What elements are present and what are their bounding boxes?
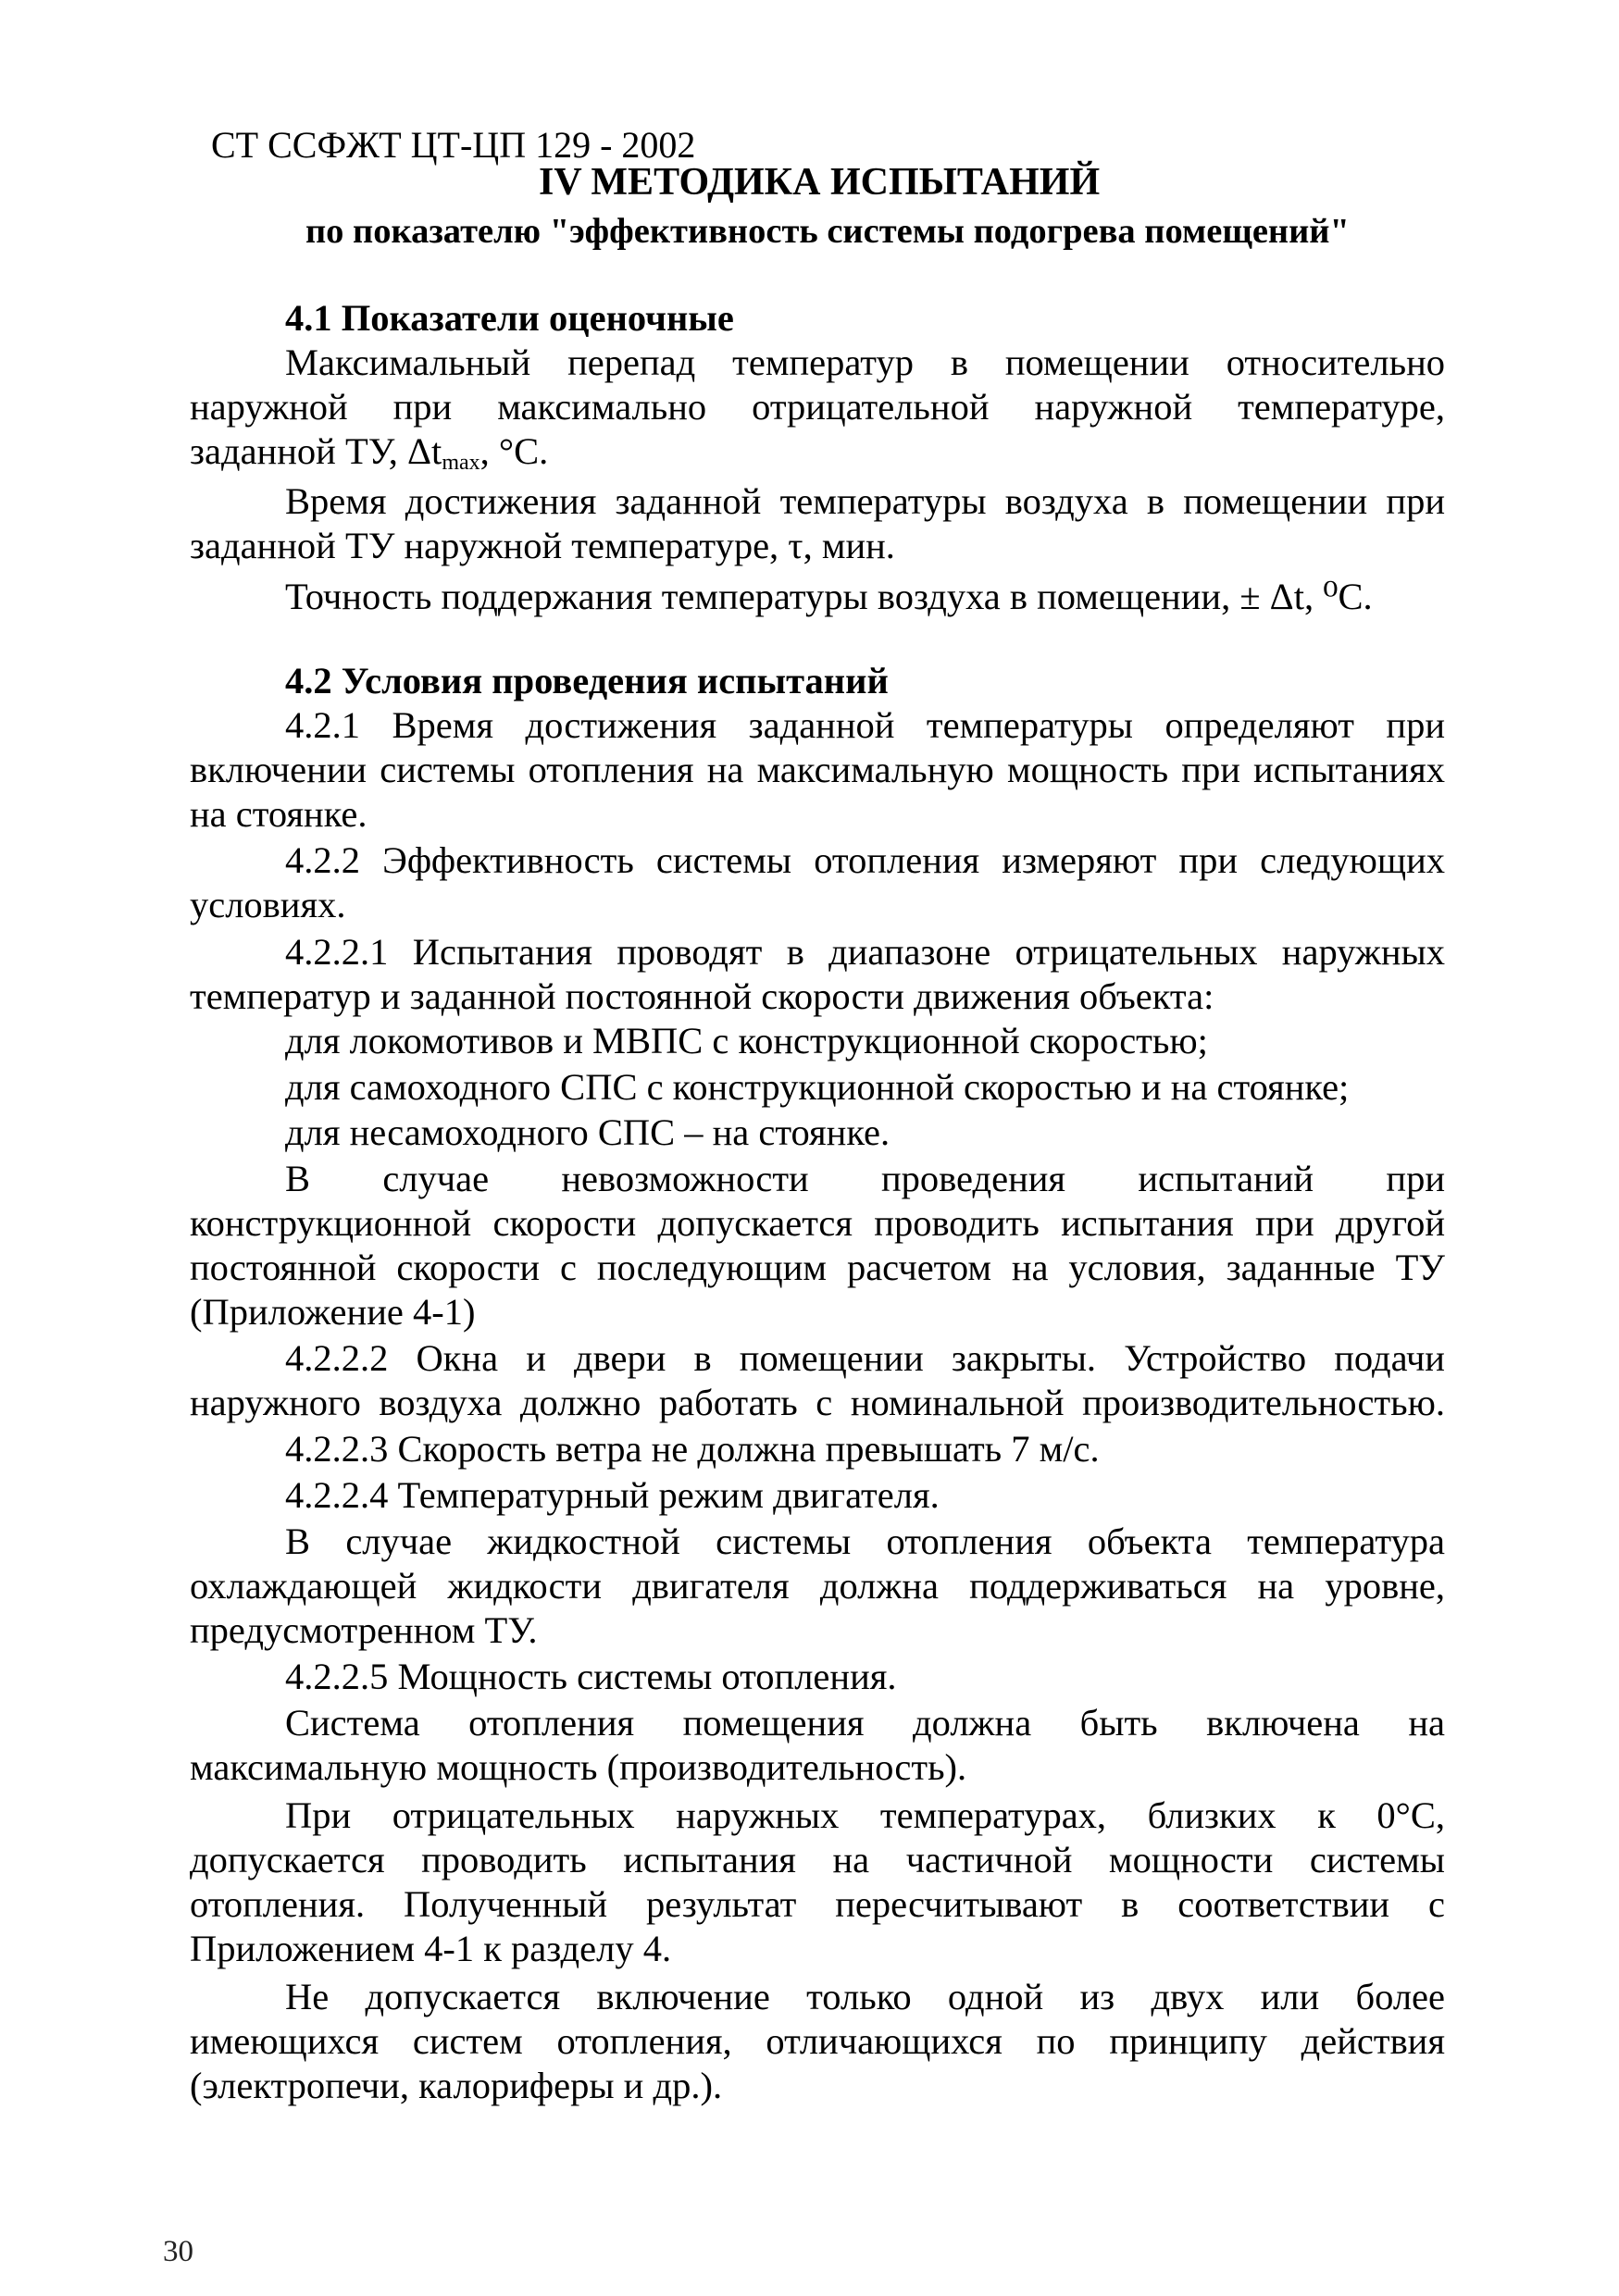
text-fragment: заданной ТУ, Δt xyxy=(190,430,442,472)
heading-4-2: 4.2 Условия проведения испытаний xyxy=(285,660,889,701)
list-item: для несамоходного СПС – на стоянке. xyxy=(285,1111,890,1153)
text-line: В случае невозможности проведения испытаний при xyxy=(285,1158,1445,1199)
list-item: для локомотивов и МВПС с конструкционной скоростью; xyxy=(285,1020,1208,1061)
text-line: условиях. xyxy=(190,884,346,925)
text-line: Приложением 4-1 к разделу 4. xyxy=(190,1928,672,1969)
section-subtitle: по показателю "эффективность системы подогрева помещений" xyxy=(305,212,1350,251)
heading-4-1: 4.1 Показатели оценочные xyxy=(285,297,734,339)
text-line: наружного воздуха должно работать с номинальной производительностью. xyxy=(190,1382,1445,1423)
text-line: Не допускается включение только одной из двух или более xyxy=(285,1976,1445,2017)
text-line: допускается проводить испытания на частичной мощности системы xyxy=(190,1839,1445,1880)
text-line: Система отопления помещения должна быть включена на xyxy=(285,1702,1445,1744)
text-line: предусмотренном ТУ. xyxy=(190,1609,538,1651)
text-line: постоянной скорости с последующим расчетом на условия, заданные ТУ xyxy=(190,1247,1445,1288)
text-line: В случае жидкостной системы отопления объекта температура xyxy=(285,1520,1445,1562)
text-line: 4.2.2.1 Испытания проводят в диапазоне отрицательных наружных xyxy=(285,931,1445,973)
text-line: 4.2.2.2 Окна и двери в помещении закрыты. Устройство подачи xyxy=(285,1337,1445,1379)
text-fragment: , °С. xyxy=(479,430,549,472)
text-line: (Приложение 4-1) xyxy=(190,1291,476,1333)
text-line: заданной ТУ наружной температуре, τ, мин. xyxy=(190,525,895,566)
text-line: включении системы отопления на максимальную мощность при испытаниях xyxy=(190,749,1445,790)
text-line: 4.2.2 Эффективность системы отопления измеряют при следующих xyxy=(285,839,1445,881)
text-line: имеющихся систем отопления, отличающихся по принципу действия xyxy=(190,2020,1445,2062)
text-line: 4.2.2.4 Температурный режим двигателя. xyxy=(285,1474,940,1516)
text-line: (электропечи, калориферы и др.). xyxy=(190,2065,723,2106)
text-line: конструкционной скорости допускается проводить испытания при другой xyxy=(190,1202,1445,1244)
text-line: Максимальный перепад температур в помещении относительно xyxy=(285,341,1445,383)
text-line: на стоянке. xyxy=(190,793,367,835)
text-line-formula xyxy=(190,429,1445,474)
section-title: IV МЕТОДИКА ИСПЫТАНИЙ xyxy=(539,161,1101,204)
text-line: охлаждающей жидкости двигателя должна поддерживаться на уровне, xyxy=(190,1565,1445,1607)
text-line: Точность поддержания температуры воздуха в помещении, ± Δt, ⁰С. xyxy=(285,576,1373,617)
document-code: СТ ССФЖТ ЦТ-ЦП 129 - 2002 xyxy=(211,124,696,166)
text-line: 4.2.2.5 Мощность системы отопления. xyxy=(285,1656,897,1697)
text-line: 4.2.1 Время достижения заданной температуры определяют при xyxy=(285,704,1445,746)
text-line: 4.2.2.3 Скорость ветра не должна превышать 7 м/с. xyxy=(285,1428,1100,1470)
list-item: для самоходного СПС с конструкционной скоростью и на стоянке; xyxy=(285,1066,1350,1108)
text-line: наружной при максимально отрицательной наружной температуре, xyxy=(190,386,1445,428)
text-line: отопления. Полученный результат пересчитывают в соответствии с xyxy=(190,1883,1445,1925)
text-line: При отрицательных наружных температурах, близких к 0°С, xyxy=(285,1794,1445,1836)
page-number: 30 xyxy=(163,2235,193,2268)
text-line: Время достижения заданной температуры воздуха в помещении при xyxy=(285,480,1445,522)
subscript-max: max xyxy=(442,451,480,475)
text-line: максимальную мощность (производительность). xyxy=(190,1746,967,1788)
text-line: температур и заданной постоянной скорости движения объекта: xyxy=(190,975,1214,1017)
